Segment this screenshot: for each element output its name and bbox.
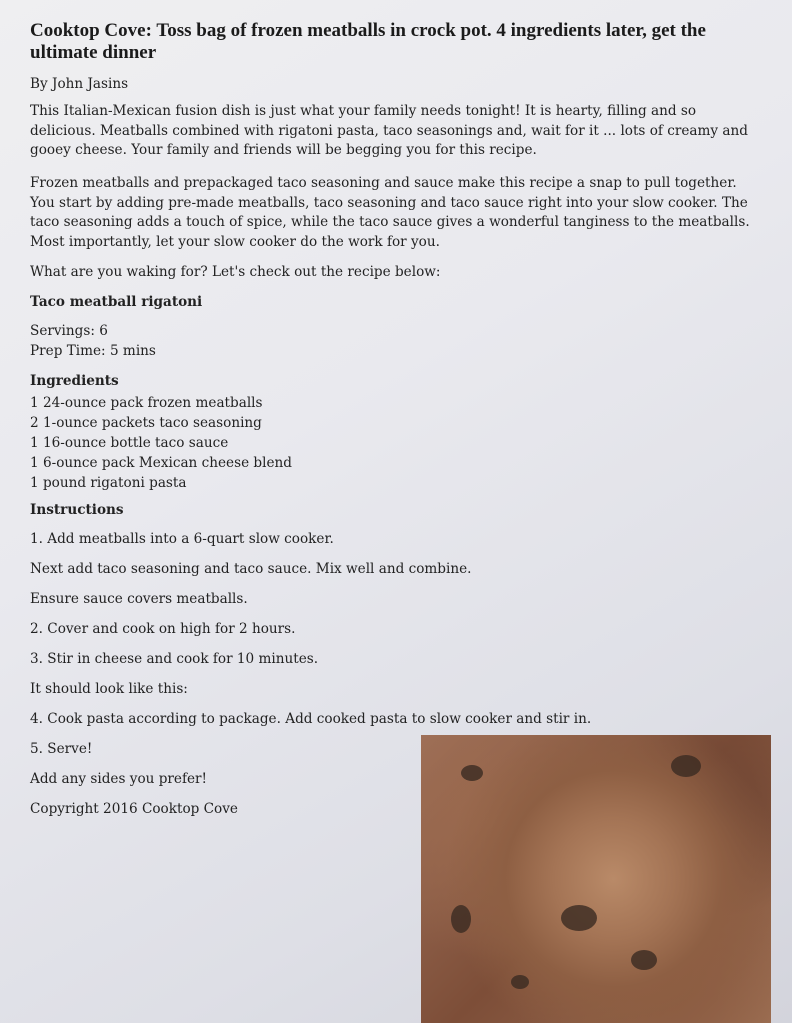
intro-paragraph-1: This Italian-Mexican fusion dish is just what your family needs tonight! It is hearty, filling and so delicious. Meatballs combined with rigatoni pasta, taco seasonings and, wait for it ... lots of creamy and gooey cheese. Your family and friends will be begging you for this recipe.: [30, 103, 748, 158]
recipe-title: Taco meatball rigatoni: [30, 294, 203, 310]
byline: By John Jasins: [30, 76, 129, 92]
instruction-step: 2. Cover and cook on high for 2 hours.: [30, 621, 296, 637]
prep-time: Prep Time: 5 mins: [30, 343, 156, 359]
instructions-heading: Instructions: [30, 502, 124, 518]
instruction-step: 4. Cook pasta according to package. Add cooked pasta to slow cooker and stir in.: [30, 711, 592, 727]
meatball-photo: [421, 735, 771, 1023]
intro-paragraph-2: Frozen meatballs and prepackaged taco seasoning and sauce make this recipe a snap to pull together. You start by adding pre-made meatballs, taco seasoning and taco sauce right into your slow cooker. The taco seasoning adds a touch of spice, while the taco sauce gives a wonderful tanginess to the meatballs. Most importantly, let your slow cooker do the work for you.: [30, 175, 750, 250]
ingredient-item: 2 1-ounce packets taco seasoning: [30, 415, 262, 431]
instruction-step: 1. Add meatballs into a 6-quart slow cooker.: [30, 531, 334, 547]
article-title: Cooktop Cove: Toss bag of frozen meatballs in crock pot. 4 ingredients later, get the ultimate dinner: [30, 20, 706, 63]
ingredient-item: 1 pound rigatoni pasta: [30, 475, 187, 491]
ingredients-heading: Ingredients: [30, 373, 119, 389]
servings: Servings: 6: [30, 323, 108, 339]
instruction-step: Add any sides you prefer!: [30, 771, 207, 787]
instruction-step: Ensure sauce covers meatballs.: [30, 591, 248, 607]
copyright: Copyright 2016 Cooktop Cove: [30, 801, 238, 817]
ingredient-item: 1 16-ounce bottle taco sauce: [30, 435, 229, 451]
instruction-step: Next add taco seasoning and taco sauce. Mix well and combine.: [30, 561, 472, 577]
ingredients-list: [30, 393, 292, 493]
instruction-step: It should look like this:: [30, 681, 188, 697]
instruction-step: 3. Stir in cheese and cook for 10 minutes.: [30, 651, 319, 667]
intro-paragraph-3: What are you waking for? Let's check out the recipe below:: [30, 264, 441, 280]
instruction-step: 5. Serve!: [30, 741, 93, 757]
ingredient-item: 1 24-ounce pack frozen meatballs: [30, 395, 263, 411]
ingredient-item: 1 6-ounce pack Mexican cheese blend: [30, 455, 292, 471]
